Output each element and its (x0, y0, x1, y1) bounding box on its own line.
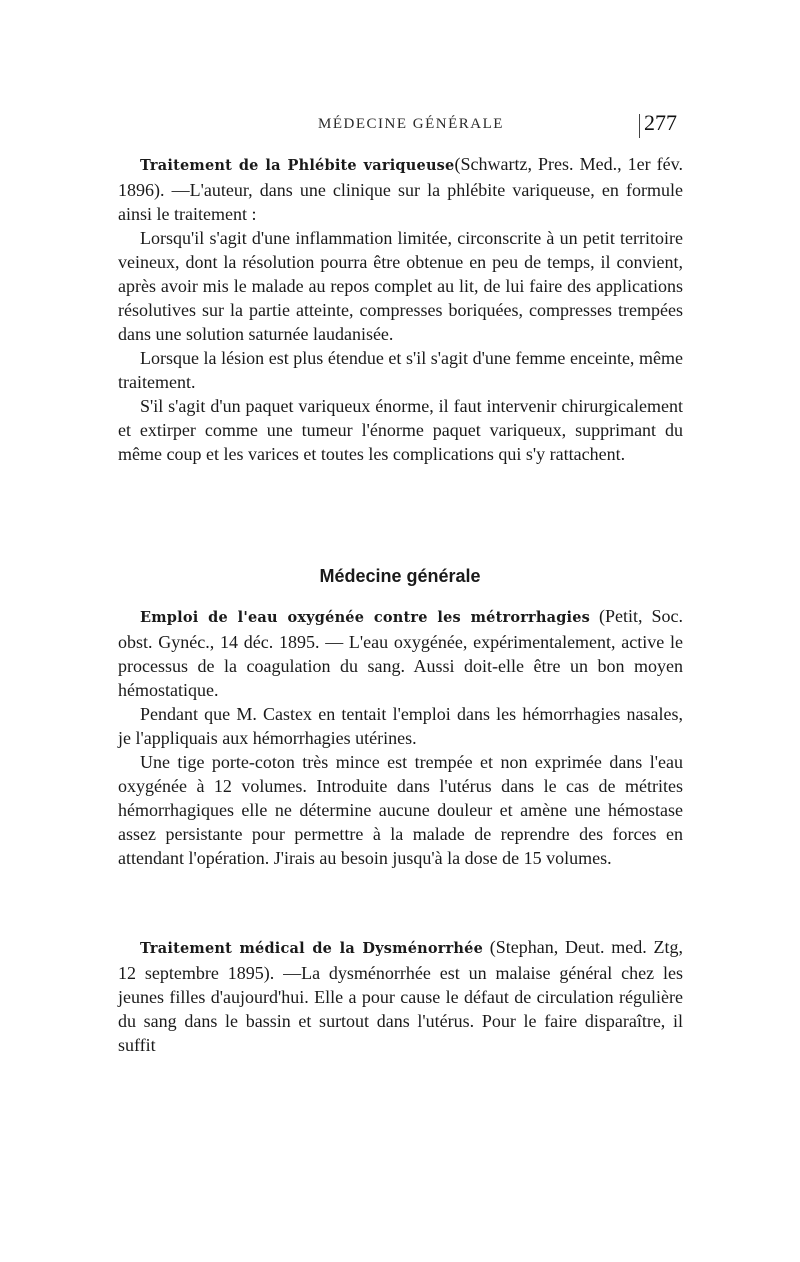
running-head (0, 110, 800, 144)
section-heading: Médecine générale (319, 566, 481, 586)
article-eau-oxygenee-intro (118, 604, 683, 702)
article-phlebite-paragraph-3: S'il s'agit d'un paquet variqueux énorme, il faut intervenir chirurgicalement et extirper comme une tumeur l'énorme paquet variqueux, supprimant du même coup et les varices et toutes les complications qui s'y rattachent. (118, 396, 683, 464)
article-phlebite-paragraph-1: Lorsqu'il s'agit d'une inflammation limitée, circonscrite à un petit territoire veineux, dont la résolution pourra être obtenue en peu de temps, il convient, après avoir mis le malade au repos complet au lit, de lui faire des applications résolutives sur la partie atteinte, compresses boriquées, compresses trempées dans une solution saturnée laudanisée. (118, 228, 683, 344)
article-phlebite-citation: (Schwartz, Pres. Med., 1er fév. 1896). —L'auteur, dans une clinique sur la phlébite variqueuse, en formule ainsi le traitement : (118, 154, 683, 224)
article-phlebite-intro (118, 152, 683, 226)
article-eau-oxygenee-paragraph-1: Pendant que M. Castex en tentait l'emploi dans les hémorrhagies nasales, je l'appliquais aux hémorrhagies utérines. (118, 704, 683, 748)
article-dysmenorrhee (118, 935, 683, 1057)
page-number: 277 (644, 110, 677, 135)
article-dysmenorrhee-title: Traitement médical de la Dysménorrhée (140, 940, 484, 957)
article-phlebite-title: Traitement de la Phlébite variqueuse (140, 157, 455, 174)
running-title: MÉDECINE GÉNÉRALE (318, 116, 504, 132)
article-eau-oxygenee-citation: (Petit, Soc. obst. Gynéc., 14 déc. 1895. — L'eau oxygénée, expérimentalement, active le processus de la coagulation du sang. Aussi doit-elle être un bon moyen hémostatique. (118, 606, 684, 700)
article-eau-oxygenee-title: Emploi de l'eau oxygénée contre les métrorrhagies (140, 609, 591, 626)
article-eau-oxygenee-paragraph-2: Une tige porte-coton très mince est trempée et non exprimée dans l'eau oxygénée à 12 volumes. Introduite dans l'utérus dans le cas de métrites hémorrhagiques elle ne détermine aucune douleur et amène une hémostase assez persistante pour permettre à la malade de reprendre des forces en attendant l'opération. J'irais au besoin jusqu'à la dose de 15 volumes. (118, 752, 683, 868)
article-dysmenorrhee-citation: (Stephan, Deut. med. Ztg, 12 septembre 1895). —La dysménorrhée est un malaise général chez les jeunes filles d'aujourd'hui. Elle a pour cause le défaut de circulation régulière du sang dans le bassin et surtout dans l'utérus. Pour le faire disparaître, il suffit (118, 937, 683, 1055)
article-dysmenorrhee-intro (118, 935, 683, 1057)
article-phlebite-paragraph-2: Lorsque la lésion est plus étendue et s'il s'agit d'une femme enceinte, même traitement. (118, 348, 683, 392)
article-eau-oxygenee (118, 604, 683, 870)
article-phlebite (118, 152, 683, 466)
